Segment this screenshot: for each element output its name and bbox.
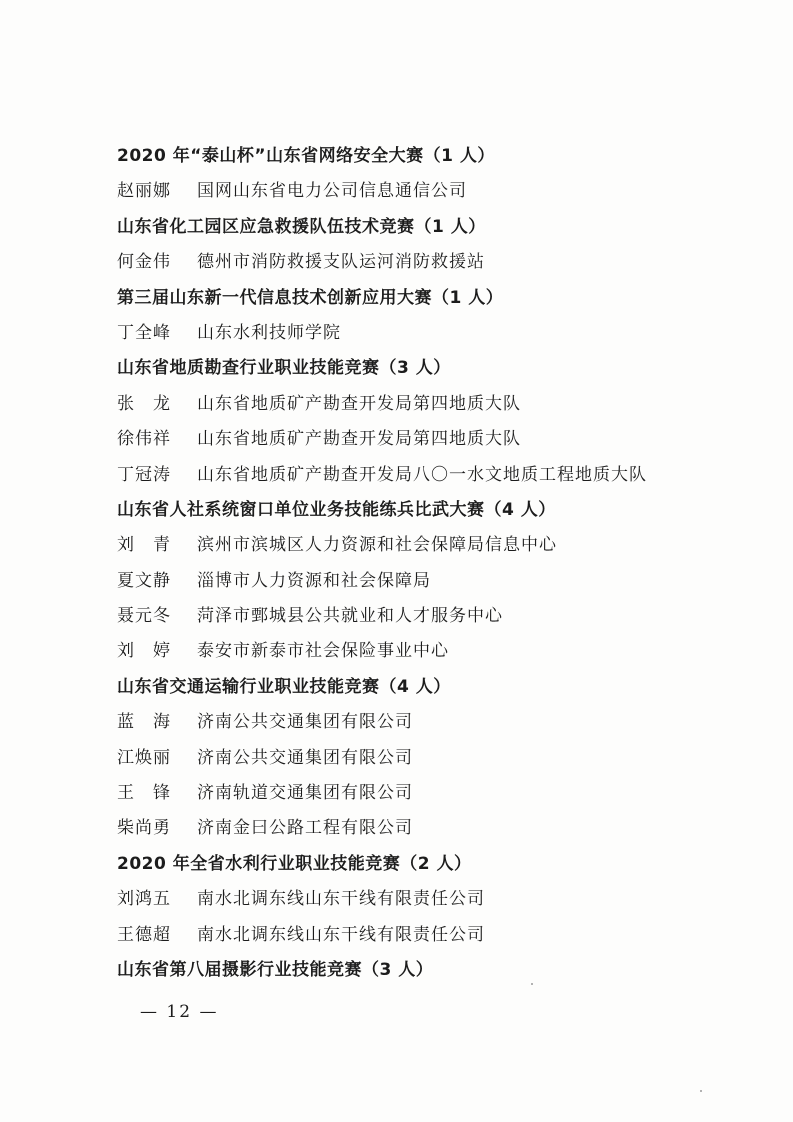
person-row [117,245,777,280]
person-row [117,316,777,351]
person-name: 夏文静 [117,570,171,591]
person-organization: 山东省地质矿产勘查开发局第四地质大队 [197,429,521,450]
person-row [117,776,777,811]
person-name: 丁全峰 [117,322,171,343]
person-organization: 德州市消防救援支队运河消防救援站 [197,252,485,273]
person-organization: 济南金曰公路工程有限公司 [197,818,413,839]
person-name: 江焕丽 [117,747,171,768]
person-row [117,705,777,740]
person-row [117,634,777,669]
person-organization: 菏泽市鄄城县公共就业和人才服务中心 [197,606,503,627]
person-name: 刘 婷 [117,641,171,662]
person-name: 刘 青 [117,535,171,556]
person-organization: 济南公共交通集团有限公司 [197,747,413,768]
scan-speck [531,983,533,985]
person-name: 聂元冬 [117,606,171,627]
person-name: 何金伟 [117,252,171,273]
person-organization: 济南公共交通集团有限公司 [197,712,413,733]
person-name: 蓝 海 [117,712,171,733]
person-row [117,564,777,599]
person-row [117,422,777,457]
person-organization: 南水北调东线山东干线有限责任公司 [197,889,485,910]
person-row [117,599,777,634]
person-organization: 山东水利技师学院 [197,322,341,343]
section-heading: 山东省交通运输行业职业技能竞赛（4 人） [117,676,451,697]
person-organization: 滨州市滨城区人力资源和社会保障局信息中心 [197,535,557,556]
person-row [117,811,777,846]
section-heading: 山东省地质勘查行业职业技能竞赛（3 人） [117,358,451,379]
person-organization: 山东省地质矿产勘查开发局八〇一水文地质工程地质大队 [197,464,647,485]
person-row [117,387,777,422]
section-heading: 山东省第八届摄影行业技能竞赛（3 人） [117,959,434,980]
person-organization: 泰安市新泰市社会保险事业中心 [197,641,449,662]
page-number: — 12 — [140,1002,219,1022]
person-organization: 济南轨道交通集团有限公司 [197,783,413,804]
person-name: 王 锋 [117,783,171,804]
award-list [117,139,777,988]
person-row [117,458,777,493]
section-heading: 山东省化工园区应急救援队伍技术竞赛（1 人） [117,216,486,237]
person-organization: 淄博市人力资源和社会保障局 [197,570,431,591]
person-name: 徐伟祥 [117,429,171,450]
person-row [117,174,777,209]
section-heading: 2020 年“泰山杯”山东省网络安全大赛（1 人） [117,146,495,166]
person-name: 丁冠涛 [117,464,171,485]
person-organization: 南水北调东线山东干线有限责任公司 [197,924,485,945]
person-name: 赵丽娜 [117,181,171,202]
section-heading: 山东省人社系统窗口单位业务技能练兵比武大赛（4 人） [117,499,556,520]
section-heading: 第三届山东新一代信息技术创新应用大赛（1 人） [117,287,504,308]
person-name: 张 龙 [117,393,171,414]
section-heading: 2020 年全省水利行业职业技能竞赛（2 人） [117,853,472,874]
person-organization: 山东省地质矿产勘查开发局第四地质大队 [197,393,521,414]
person-name: 柴尚勇 [117,818,171,839]
person-row [117,528,777,563]
scan-speck [700,1090,702,1092]
person-row [117,882,777,917]
person-row [117,918,777,953]
person-name: 王德超 [117,924,171,945]
person-name: 刘鸿五 [117,889,171,910]
person-organization: 国网山东省电力公司信息通信公司 [197,181,467,202]
person-row [117,741,777,776]
